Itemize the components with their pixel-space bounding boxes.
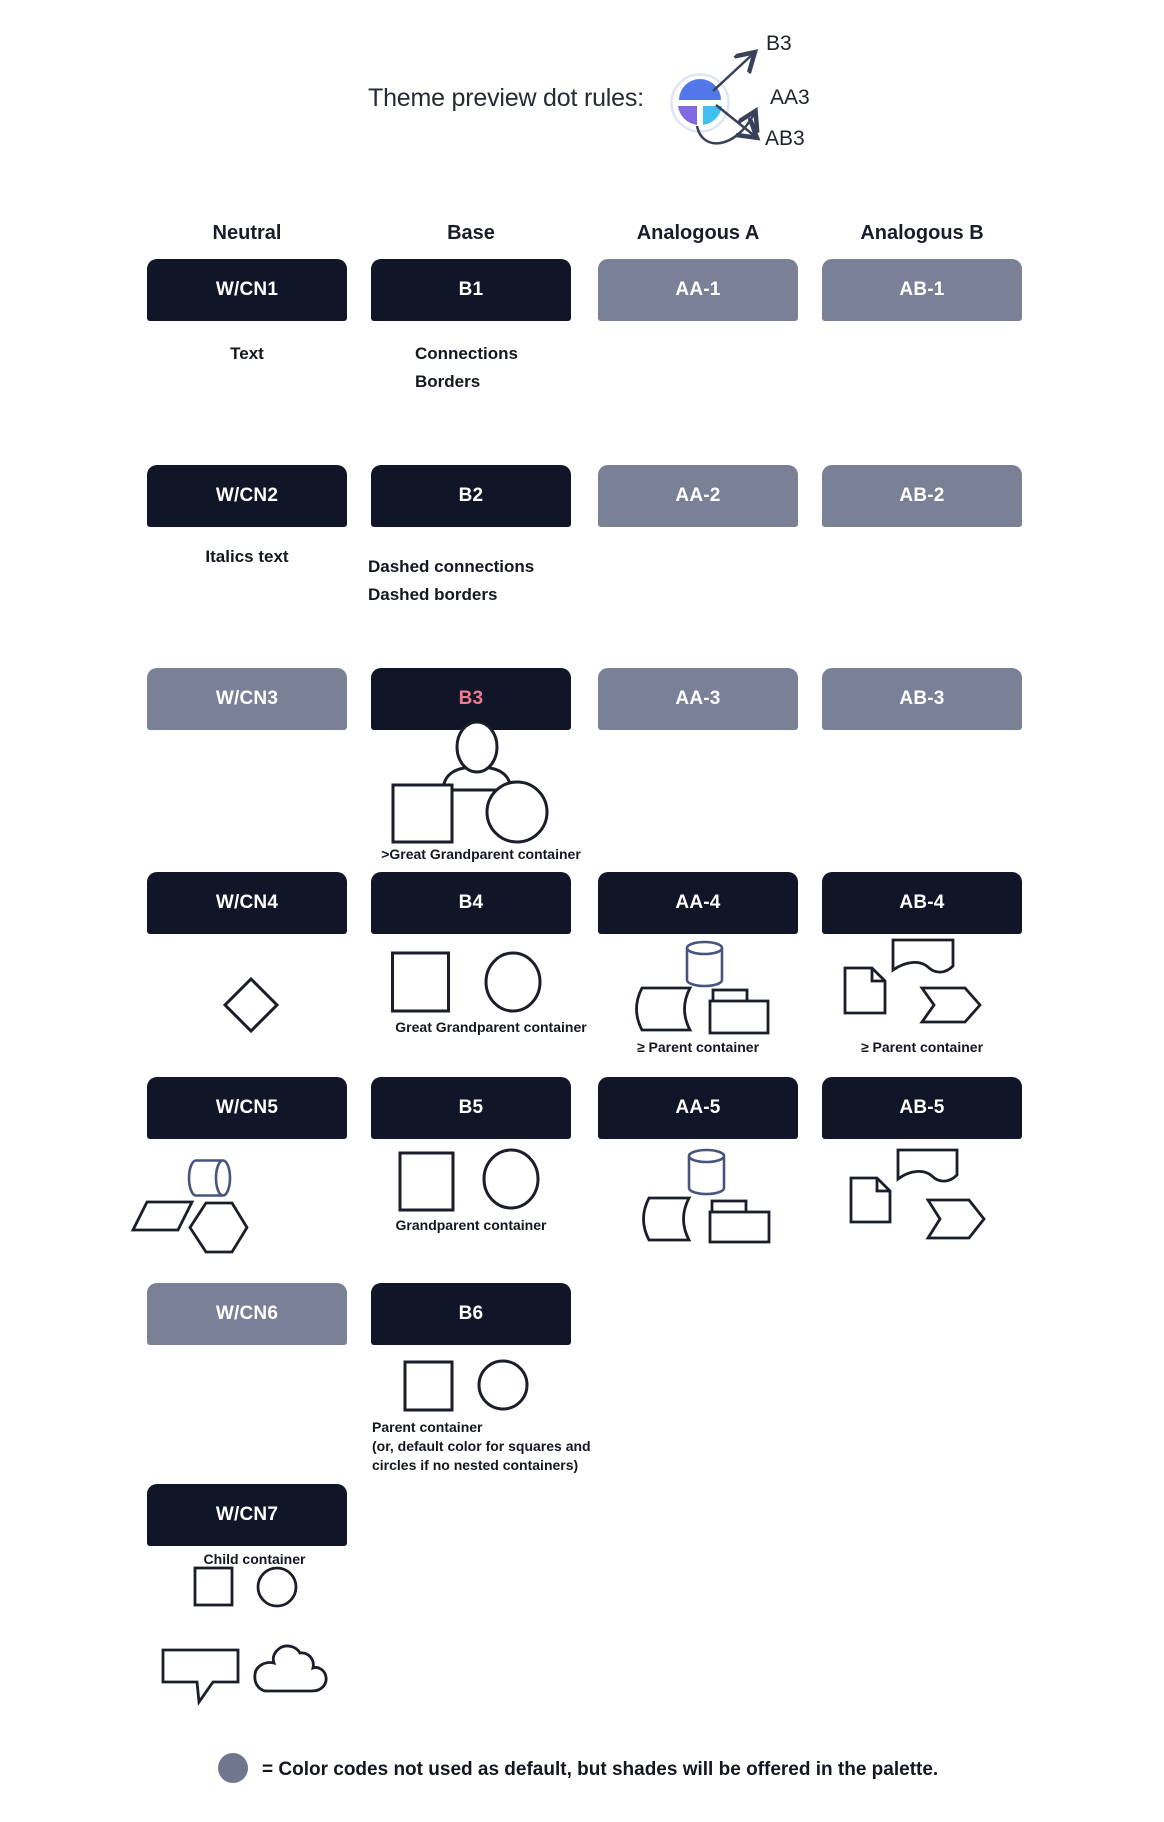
chevron-shape bbox=[922, 988, 980, 1022]
wavy-document-shape bbox=[898, 1150, 957, 1181]
swatch-aa5: AA-5 bbox=[598, 1077, 798, 1139]
cylinder-top-shape bbox=[689, 1150, 724, 1162]
parallelogram-shape bbox=[133, 1202, 192, 1230]
dot-rule-label-ab3: AB3 bbox=[765, 127, 805, 150]
cloud-shape bbox=[255, 1646, 326, 1691]
page-title: Theme preview dot rules: bbox=[368, 84, 644, 112]
b3-shapes-group bbox=[383, 722, 583, 852]
caption-great-grandparent: Great Grandparent container bbox=[395, 1019, 587, 1035]
legend-text: = Color codes not used as default, but shades will be offered in the palette. bbox=[262, 1759, 939, 1780]
caption-parent: Parent container bbox=[372, 1419, 483, 1435]
caption-child: Child container bbox=[203, 1551, 306, 1567]
column-header-base: Base bbox=[447, 222, 495, 244]
swatch-ab2: AB-2 bbox=[822, 465, 1022, 527]
swatch-aa3: AA-3 bbox=[598, 668, 798, 730]
cylinder-top-shape bbox=[687, 942, 722, 954]
caption-ge-parent-ab: ≥ Parent container bbox=[860, 1039, 984, 1055]
theme-preview-dot-figure bbox=[555, 15, 795, 160]
caption-text: Text bbox=[230, 344, 264, 363]
swatch-wcn3: W/CN3 bbox=[147, 668, 347, 730]
swatch-b3: B3 bbox=[371, 668, 571, 730]
swatch-ab1: AB-1 bbox=[822, 259, 1022, 321]
dot-rule-label-b3: B3 bbox=[766, 32, 792, 55]
b5-shapes-group bbox=[395, 1148, 545, 1213]
folder-body-shape bbox=[710, 1001, 768, 1033]
square-shape bbox=[393, 785, 452, 842]
circle-shape bbox=[484, 1150, 538, 1208]
chevron-shape bbox=[928, 1200, 984, 1238]
caption-dashed-connections: Dashed connections bbox=[368, 557, 535, 576]
stored-data-shape bbox=[637, 988, 691, 1030]
person-head-shape bbox=[457, 722, 497, 772]
caption-borders: Borders bbox=[415, 372, 481, 391]
swatch-wcn5: W/CN5 bbox=[147, 1077, 347, 1139]
wcn7-shapes-group bbox=[155, 1560, 345, 1710]
square-shape bbox=[195, 1568, 232, 1605]
aa4-shapes-group bbox=[628, 938, 778, 1038]
swatch-wcn2: W/CN2 bbox=[147, 465, 347, 527]
caption-parent-note: (or, default color for squares and circles if no nested containers) bbox=[372, 1438, 591, 1473]
swatch-ab5: AB-5 bbox=[822, 1077, 1022, 1139]
hexagon-shape bbox=[190, 1203, 247, 1252]
circle-shape bbox=[258, 1568, 296, 1606]
column-header-neutral: Neutral bbox=[212, 222, 282, 244]
wcn4-shapes-group bbox=[222, 976, 280, 1034]
caption-connections: Connections bbox=[415, 344, 518, 363]
swatch-wcn6: W/CN6 bbox=[147, 1283, 347, 1345]
swatch-aa4: AA-4 bbox=[598, 872, 798, 934]
column-header-analogous-a: Analogous A bbox=[636, 222, 760, 244]
caption-great-grandparent-gt: >Great Grandparent container bbox=[381, 846, 581, 862]
swatch-b6: B6 bbox=[371, 1283, 571, 1345]
speech-bubble-shape bbox=[163, 1650, 238, 1702]
swatch-ab4: AB-4 bbox=[822, 872, 1022, 934]
legend-gray-dot-icon bbox=[218, 1753, 248, 1783]
swatch-b1: B1 bbox=[371, 259, 571, 321]
ab4-shapes-group bbox=[840, 935, 1000, 1030]
swatch-b5: B5 bbox=[371, 1077, 571, 1139]
swatch-aa2: AA-2 bbox=[598, 465, 798, 527]
caption-grandparent: Grandparent container bbox=[395, 1217, 547, 1233]
circle-shape bbox=[479, 1361, 527, 1409]
diamond-shape bbox=[225, 979, 277, 1031]
arrow-to-b3 bbox=[713, 53, 754, 91]
caption-ge-parent-aa: ≥ Parent container bbox=[636, 1039, 760, 1055]
folder-body-shape bbox=[710, 1212, 769, 1242]
circle-shape bbox=[486, 953, 540, 1011]
wcn5-shapes-group bbox=[128, 1148, 258, 1260]
stored-data-shape bbox=[644, 1198, 690, 1240]
swatch-b4: B4 bbox=[371, 872, 571, 934]
caption-italics-text: Italics text bbox=[205, 547, 289, 566]
b6-shapes-group bbox=[400, 1355, 540, 1417]
column-header-analogous-b: Analogous B bbox=[860, 222, 984, 244]
ab5-shapes-group bbox=[840, 1145, 1000, 1245]
square-shape bbox=[400, 1153, 453, 1210]
b4-shapes-group bbox=[390, 948, 550, 1018]
document-shape bbox=[845, 968, 885, 1013]
swatch-wcn4: W/CN4 bbox=[147, 872, 347, 934]
h-cylinder-end-shape bbox=[216, 1161, 230, 1196]
document-shape bbox=[851, 1178, 890, 1222]
swatch-aa1: AA-1 bbox=[598, 259, 798, 321]
swatch-ab3: AB-3 bbox=[822, 668, 1022, 730]
wavy-document-shape bbox=[893, 940, 953, 972]
square-shape bbox=[405, 1362, 452, 1410]
aa5-shapes-group bbox=[630, 1145, 780, 1245]
swatch-wcn7: W/CN7 bbox=[147, 1484, 347, 1546]
dot-rule-label-aa3: AA3 bbox=[770, 86, 810, 109]
swatch-b2: B2 bbox=[371, 465, 571, 527]
swatch-wcn1: W/CN1 bbox=[147, 259, 347, 321]
circle-shape bbox=[487, 782, 547, 842]
square-shape bbox=[393, 953, 449, 1011]
caption-dashed-borders: Dashed borders bbox=[368, 585, 498, 604]
